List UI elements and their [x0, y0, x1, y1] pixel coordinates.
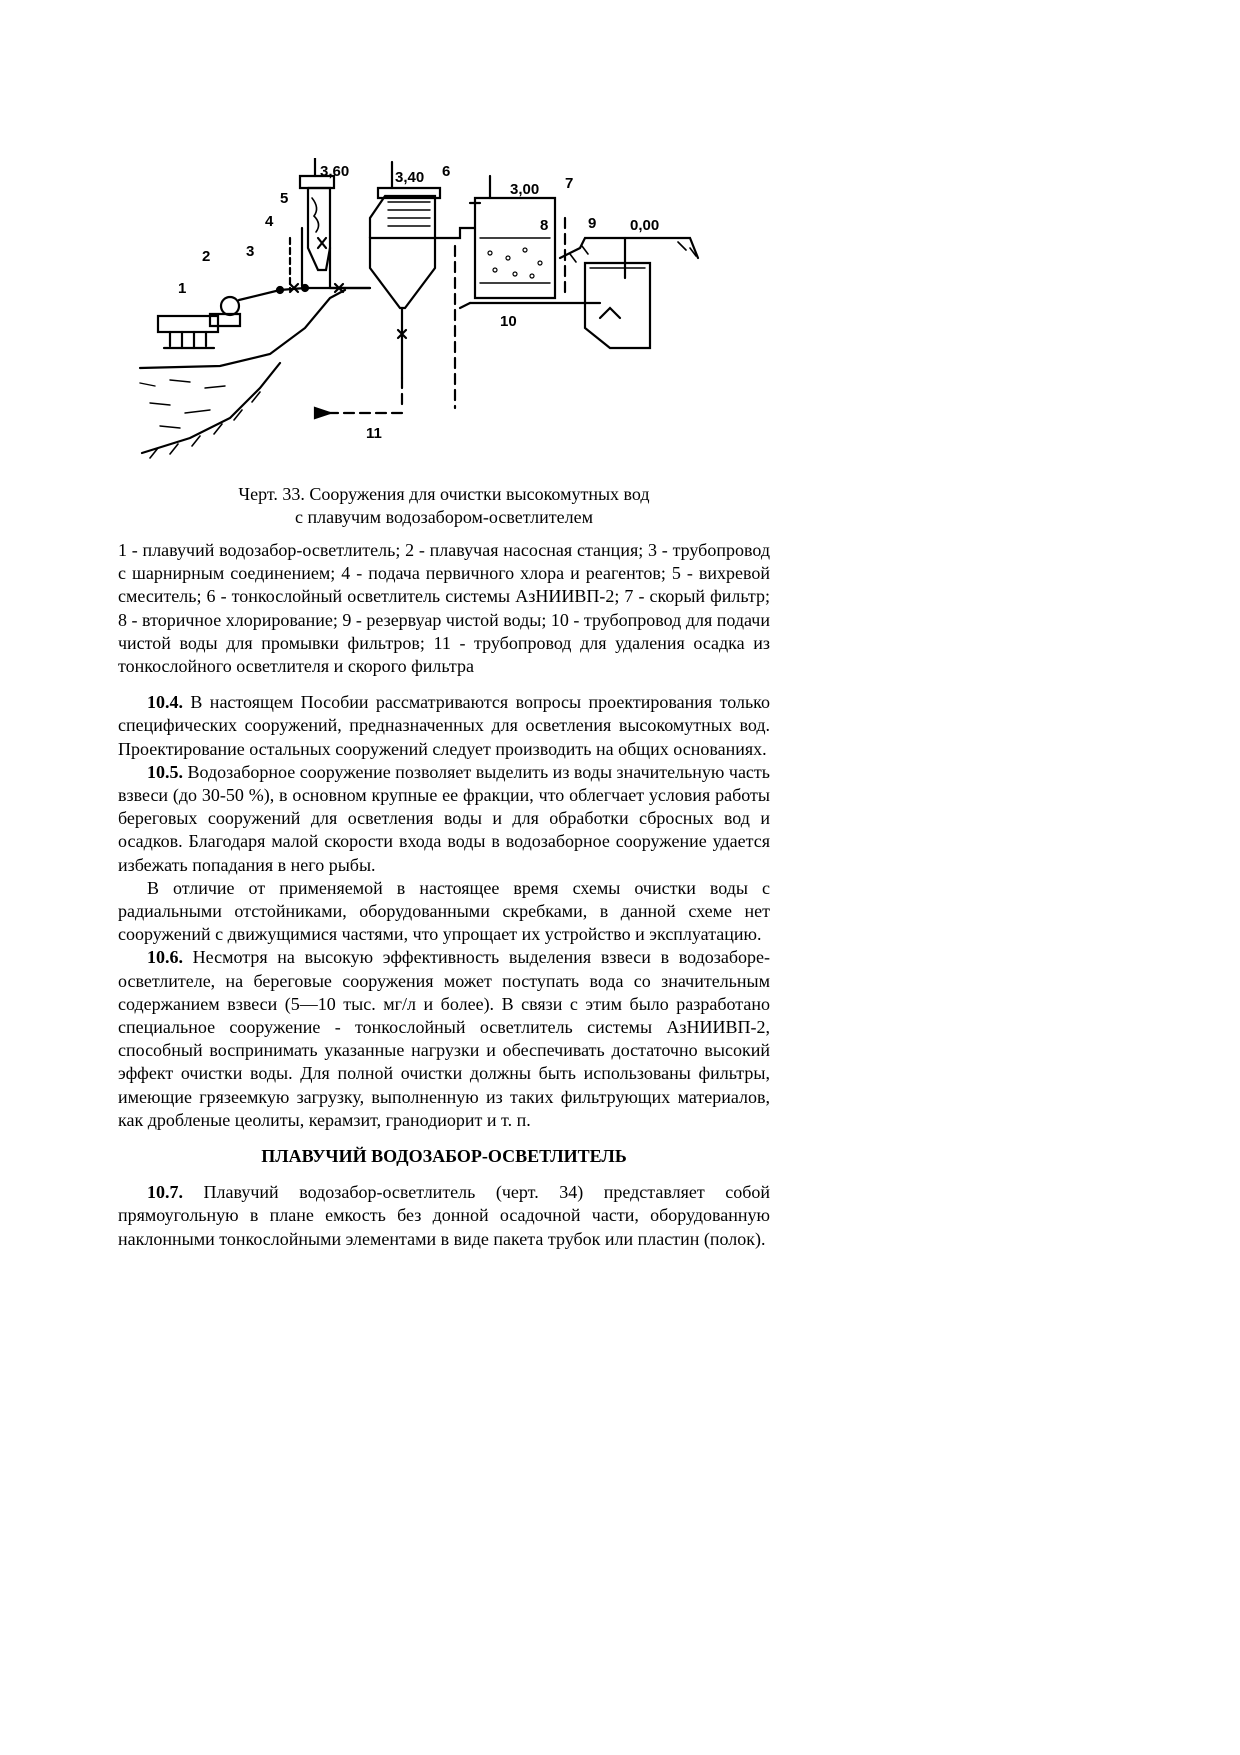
section-heading: ПЛАВУЧИЙ ВОДОЗАБОР-ОСВЕТЛИТЕЛЬ	[261, 1146, 627, 1167]
paragraph-10-5	[118, 761, 770, 877]
label-2: 2	[202, 248, 211, 265]
label-9: 9	[588, 215, 597, 232]
paragraph-text: В настоящем Пособии рассматриваются вопросы проектирования только специфических сооружений, предназначенных для осветления высокомутных вод. Проектирование остальных сооружений следует производить на общих основаниях.	[118, 692, 770, 759]
elevation-3-00: 3,00	[510, 181, 540, 198]
label-6: 6	[442, 163, 451, 180]
label-7: 7	[565, 175, 574, 192]
paragraph-number: 10.6.	[147, 947, 183, 968]
paragraph-10-5-cont	[118, 877, 770, 947]
label-8: 8	[540, 217, 549, 234]
caption-line-2: с плавучим водозабором-осветлителем	[295, 507, 593, 527]
paragraph-number: 10.7.	[147, 1182, 183, 1203]
label-5: 5	[280, 190, 289, 207]
caption-line-1: Черт. 33. Сооружения для очистки высокомутных вод	[238, 484, 650, 504]
label-4: 4	[265, 213, 274, 230]
paragraph-text: Плавучий водозабор-осветлитель (черт. 34) представляет собой прямоугольную в плане емкость без донной осадочной части, оборудованную наклонными тонкослойными элементами в виде пакета трубок или пластин (полок).	[118, 1182, 770, 1249]
label-11: 11	[366, 425, 382, 442]
label-1: 1	[178, 280, 187, 297]
document-body	[118, 539, 770, 1251]
scheme-drawing	[130, 158, 770, 468]
label-3: 3	[246, 243, 255, 260]
figure-legend: 1 - плавучий водозабор-осветлитель; 2 - плавучая насосная станция; 3 - трубопровод с шарнирным соединением; 4 - подача первичного хлора и реагентов; 5 - вихревой смеситель; 6 - тонкослойный осветлитель системы АзНИИВП-2; 7 - скорый фильтр; 8 - вторичное хлорирование; 9 - резервуар чистой воды; 10 - трубопровод для подачи чистой воды для промывки фильтров; 11 - трубопровод для удаления осадка из тонкослойного осветлителя и скорого фильтра	[118, 540, 770, 677]
paragraph-10-7	[118, 1181, 770, 1251]
paragraph-text: Водозаборное сооружение позволяет выделить из воды значительную часть взвеси (до 30-50 %), в основном крупные ее фракции, что облегчает условия работы береговых сооружений для осветления воды и для обработки сбросных вод и осадков. Благодаря малой скорости входа воды в водозаборное сооружение удается избежать попадания в него рыбы.	[118, 761, 770, 875]
elevation-0-00: 0,00	[630, 217, 660, 234]
figure-caption	[118, 483, 770, 529]
paragraph-number: 10.5.	[147, 761, 183, 782]
paragraph-text: Несмотря на высокую эффективность выделения взвеси в водозаборе-осветлителе, на береговые сооружения может поступать вода со значительным содержанием взвеси (5—10 тыс. мг/л и более). В связи с этим было разработано специальное сооружение - тонкослойный осветлитель системы АзНИИВП-2, способный воспринимать указанные нагрузки и обеспечивать достаточно высокий эффект очистки воды. Для полной очистки должны быть использованы фильтры, имеющие грязеемкую загрузку, выполненную из таких фильтрующих материалов, как дробленые цеолиты, керамзит, гранодиорит и т. п.	[118, 947, 770, 1130]
paragraph-number: 10.4.	[147, 692, 183, 713]
label-10: 10	[500, 313, 517, 330]
paragraph-10-4	[118, 691, 770, 761]
elevation-3-60: 3,60	[320, 163, 350, 180]
paragraph-10-6	[118, 946, 770, 1132]
elevation-3-40: 3,40	[395, 169, 425, 186]
paragraph-text: В отличие от применяемой в настоящее время схемы очистки воды с радиальными отстойниками, оборудованными скребками, в данной схеме нет сооружений с движущимися частями, что упрощает их устройство и эксплуатацию.	[118, 877, 770, 945]
treatment-scheme-figure	[130, 158, 770, 468]
